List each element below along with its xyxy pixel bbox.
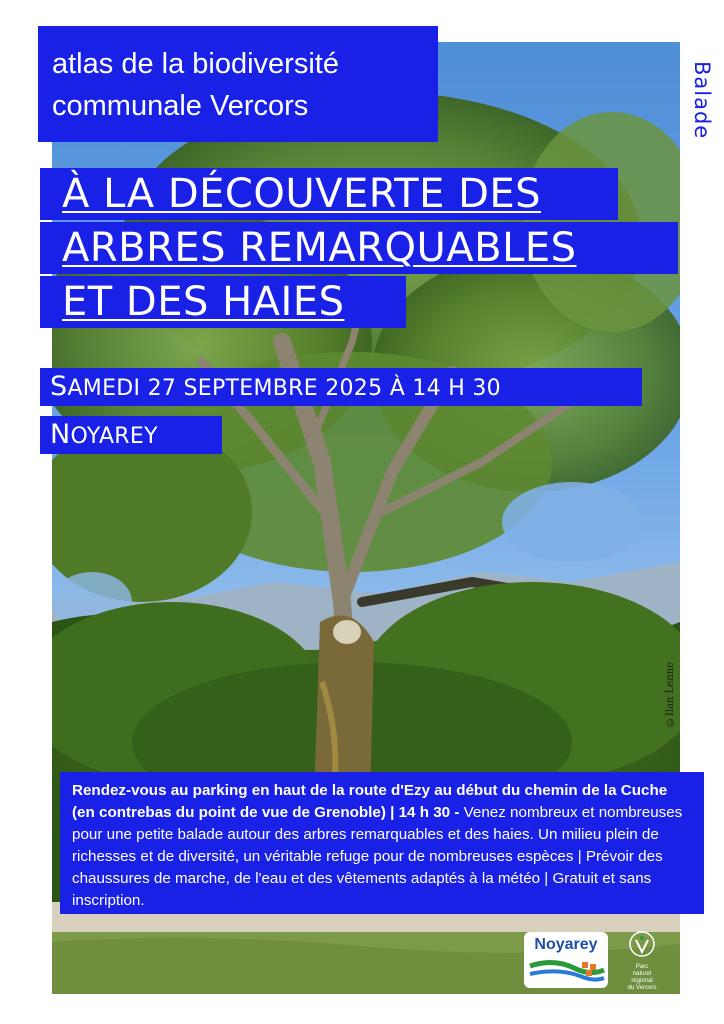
- park-name-line4: du Vercors: [627, 985, 657, 991]
- noyarey-logo: [524, 932, 608, 988]
- noyarey-logo-graphic: [524, 932, 608, 988]
- atlas-header: [38, 26, 438, 142]
- event-place-initial: N: [50, 419, 71, 450]
- park-name: [614, 964, 670, 992]
- park-name-line2: naturel: [632, 971, 652, 977]
- event-place-rest: OYAREY: [70, 424, 158, 449]
- title-line1: À LA DÉCOUVERTE DES: [40, 168, 618, 220]
- meeting-point: Rendez-vous au parking en haut de la route d'Ezy au début du chemin de la Cuche (en contrebas du point de vue de Grenoble) | 14 h 30 -: [72, 782, 668, 821]
- title-line3: ET DES HAIES: [40, 276, 406, 328]
- category-text: Balade: [690, 60, 714, 140]
- park-emblem-icon: [614, 928, 670, 964]
- vercors-park-logo: [614, 928, 670, 992]
- event-description: [60, 772, 704, 914]
- title-line2: ARBRES REMARQUABLES: [40, 222, 678, 274]
- park-name-line1: Parc: [635, 964, 649, 970]
- atlas-title-line1: atlas de la biodiversité: [52, 48, 339, 80]
- event-date: [40, 368, 642, 406]
- category-label: [682, 42, 722, 158]
- noyarey-logo-text: Noyarey: [534, 936, 598, 953]
- description-text: Venez nombreux et nombreuses pour une petite balade autour des arbres remarquables et des haies. Un milieu plein de richesses et de diversité, un véritable refuge pour de nombreuses espèces | Prévoir des chaussures de marche, de l'eau et des vêtements adaptés à la météo | Gratuit et sans inscription.: [72, 804, 683, 909]
- park-name-line3: régional: [631, 978, 653, 984]
- atlas-title-line2: communale Vercors: [52, 90, 309, 122]
- event-date-initial: S: [50, 371, 68, 402]
- photo-credit-text: ©Ilan Lenne: [664, 662, 676, 728]
- event-place: [40, 416, 222, 454]
- event-date-rest: AMEDI 27 SEPTEMBRE 2025 À 14 H 30: [67, 376, 501, 401]
- photo-credit: [662, 660, 678, 730]
